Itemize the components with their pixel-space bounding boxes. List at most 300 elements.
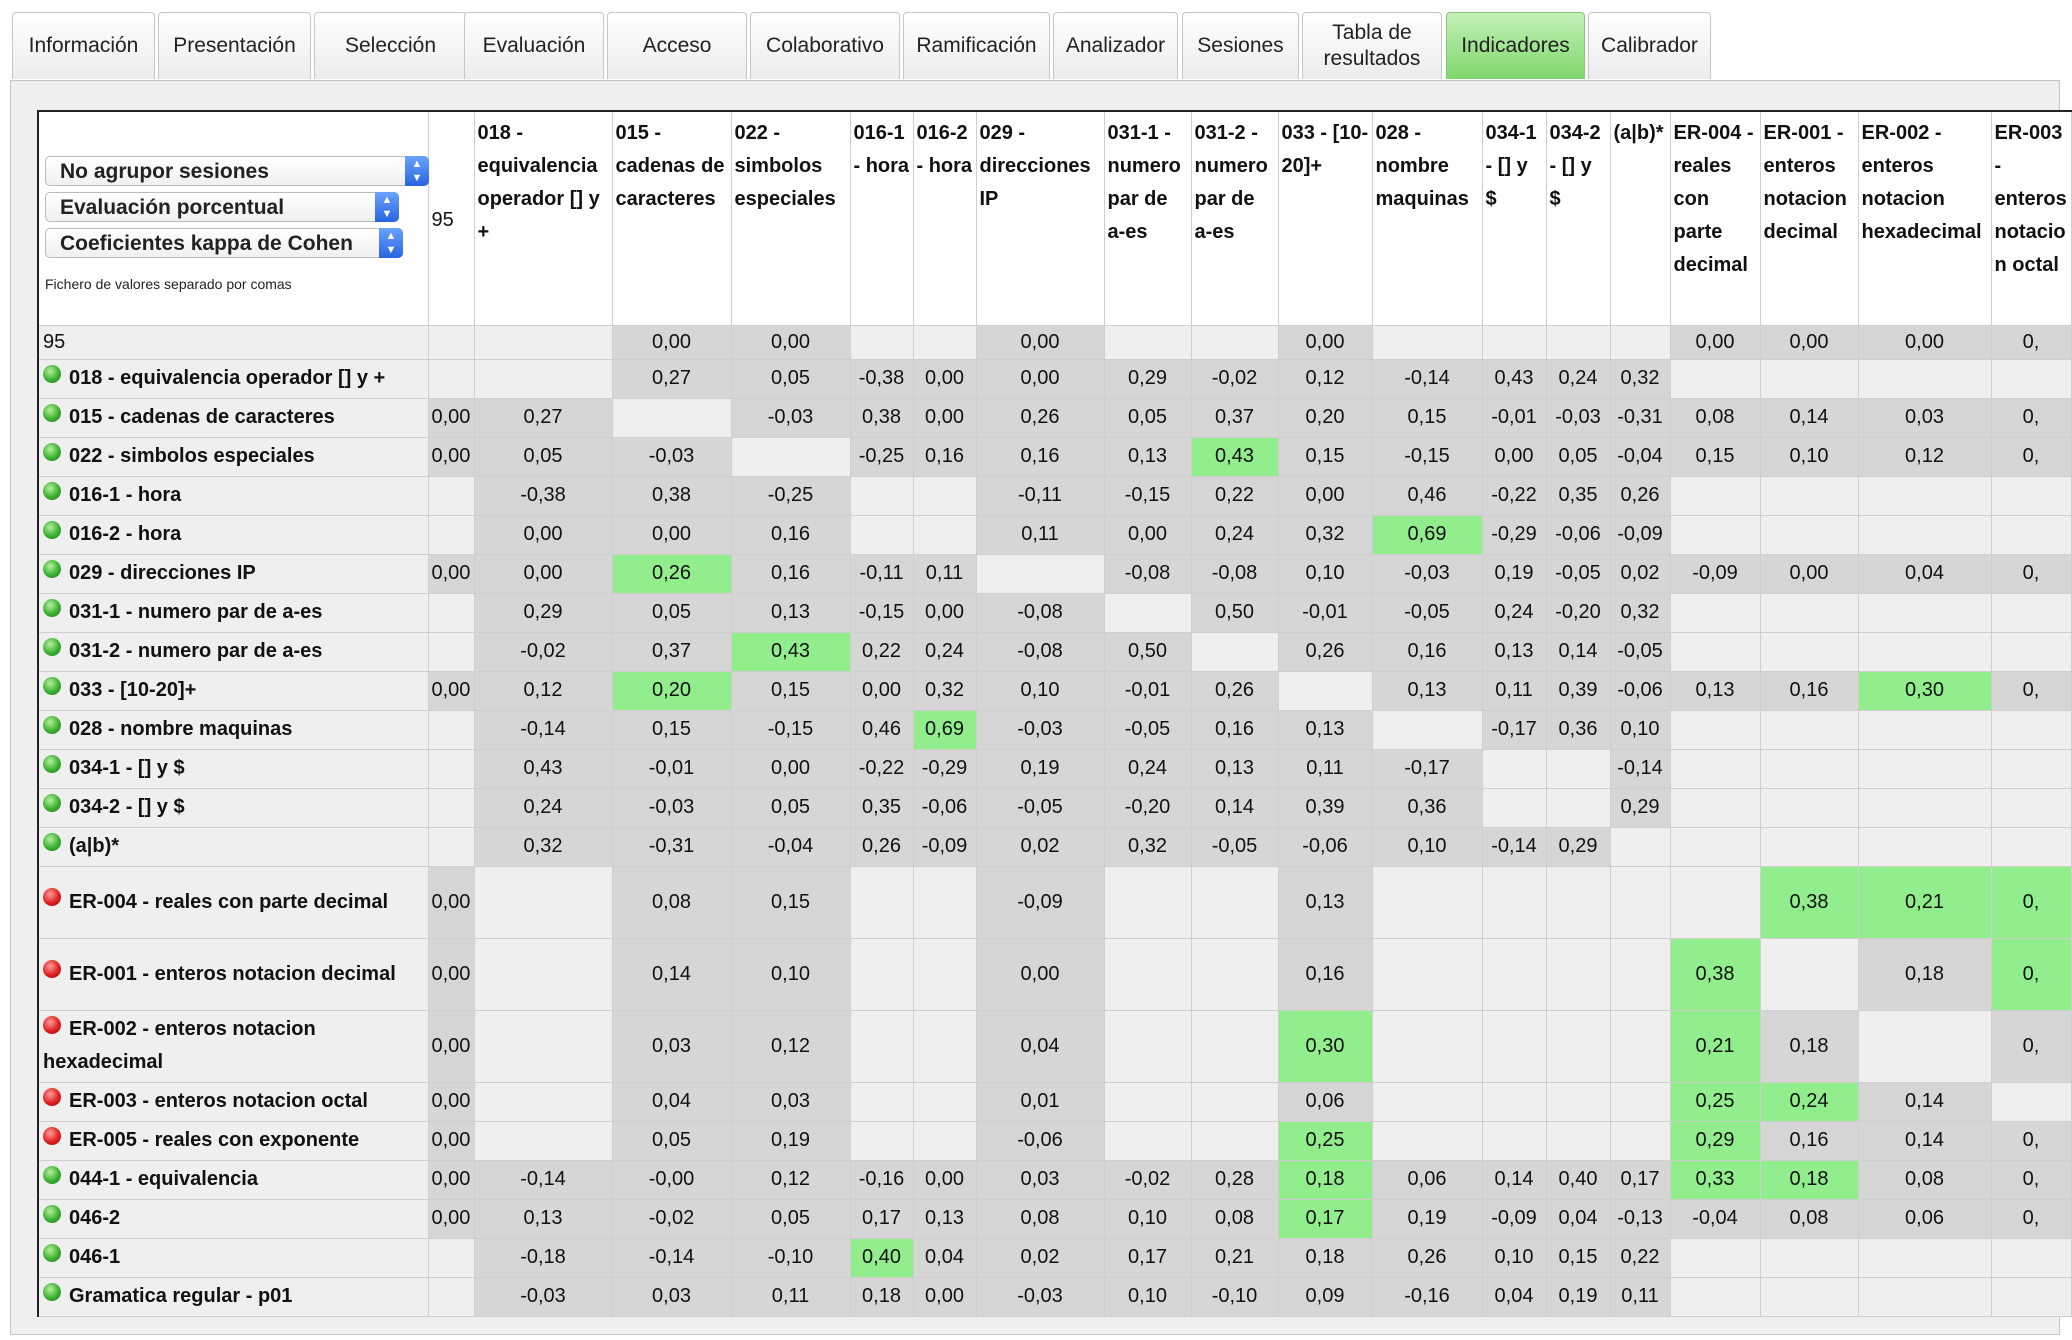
coefficient-select[interactable] [45, 228, 403, 258]
matrix-cell [1104, 325, 1191, 359]
row-label: 029 - direcciones IP [69, 562, 256, 584]
column-header[interactable] [474, 111, 612, 325]
table-row [38, 788, 2071, 827]
matrix-cell [474, 866, 612, 938]
matrix-cell: 0,16 [1278, 938, 1372, 1010]
matrix-cell: 0,14 [1858, 1082, 1991, 1121]
matrix-cell: 0,04 [976, 1010, 1104, 1082]
matrix-cell [1670, 632, 1760, 671]
matrix-cell: -0,05 [1104, 710, 1191, 749]
matrix-cell: 0,16 [731, 554, 850, 593]
cell-95 [428, 515, 474, 554]
matrix-cell: 0,10 [731, 938, 850, 1010]
green-status-icon [43, 677, 61, 695]
row-label-cell[interactable] [38, 437, 428, 476]
cell-95 [428, 632, 474, 671]
row-label: 046-1 [69, 1246, 121, 1268]
row-label-cell[interactable] [38, 1160, 428, 1199]
matrix-cell: 0, [1991, 325, 2071, 359]
cell-95: 0,00 [428, 1082, 474, 1121]
matrix-cell: -0,03 [976, 1277, 1104, 1316]
matrix-cell: 0,29 [1546, 827, 1610, 866]
matrix-cell: 0,00 [474, 554, 612, 593]
row-label: ER-004 - reales con parte decimal [69, 890, 389, 913]
matrix-cell: 0,11 [731, 1277, 850, 1316]
matrix-cell [474, 359, 612, 398]
matrix-cell [474, 938, 612, 1010]
matrix-cell [1610, 866, 1670, 938]
tab-indicadores[interactable] [1446, 12, 1585, 79]
matrix-cell: 0,13 [731, 593, 850, 632]
row-label: ER-001 - enteros notacion decimal [69, 962, 396, 985]
matrix-cell: 0,04 [1858, 554, 1991, 593]
green-status-icon [43, 794, 61, 812]
row-label-cell[interactable] [38, 1010, 428, 1082]
matrix-cell [1546, 749, 1610, 788]
tab-calibrador[interactable] [1588, 12, 1711, 79]
matrix-cell: 0,15 [1278, 437, 1372, 476]
matrix-cell: 0, [1991, 437, 2071, 476]
matrix-cell [1670, 593, 1760, 632]
column-header-label: 033 - [10-20]+ [1281, 122, 1369, 177]
matrix-cell: 0,32 [1278, 515, 1372, 554]
matrix-cell: 0,46 [1372, 476, 1482, 515]
column-header-95: 95 [428, 111, 474, 325]
matrix-cell: -0,04 [731, 827, 850, 866]
matrix-cell: 0,14 [1760, 398, 1858, 437]
kappa-matrix-viewport[interactable] [37, 110, 2067, 1307]
matrix-cell: 0,32 [1610, 593, 1670, 632]
matrix-cell: -0,02 [474, 632, 612, 671]
matrix-cell [1191, 325, 1278, 359]
tab-selección[interactable] [314, 12, 467, 79]
matrix-cell: 0,43 [474, 749, 612, 788]
matrix-cell: 0,25 [1278, 1121, 1372, 1160]
tab-información[interactable] [12, 12, 155, 79]
row-label-cell[interactable] [38, 749, 428, 788]
matrix-cell: -0,14 [612, 1238, 731, 1277]
green-status-icon [43, 833, 61, 851]
matrix-cell [850, 515, 913, 554]
matrix-cell: 0, [1991, 1010, 2071, 1082]
row-label-cell[interactable] [38, 1121, 428, 1160]
group-sessions-select[interactable] [45, 156, 429, 186]
column-header-label: 029 - direcciones IP [979, 122, 1091, 210]
matrix-cell: 0,17 [1278, 1199, 1372, 1238]
tab-evaluación[interactable] [464, 12, 604, 79]
row-label: ER-003 - enteros notacion octal [69, 1090, 368, 1112]
red-status-icon [43, 1016, 61, 1034]
matrix-cell: 0,13 [913, 1199, 976, 1238]
row-label: 034-1 - [] y $ [69, 757, 185, 779]
matrix-cell [1482, 1082, 1546, 1121]
green-status-icon [43, 1244, 61, 1262]
matrix-cell: 0,24 [1104, 749, 1191, 788]
matrix-cell: 0,10 [1372, 827, 1482, 866]
matrix-cell: -0,14 [1610, 749, 1670, 788]
matrix-cell [1191, 1121, 1278, 1160]
matrix-cell: 0,39 [1278, 788, 1372, 827]
row-label-cell[interactable] [38, 476, 428, 515]
matrix-cell [1991, 632, 2071, 671]
matrix-cell: 0,11 [976, 515, 1104, 554]
matrix-cell: 0,00 [913, 359, 976, 398]
matrix-cell: -0,38 [850, 359, 913, 398]
table-row [38, 938, 2071, 1010]
row-label-cell[interactable] [38, 710, 428, 749]
matrix-cell: 0,32 [913, 671, 976, 710]
row-label-cell[interactable] [38, 515, 428, 554]
matrix-cell: 0,13 [474, 1199, 612, 1238]
column-header[interactable] [1610, 111, 1670, 325]
cell-95 [428, 1238, 474, 1277]
matrix-cell [1104, 938, 1191, 1010]
tab-label: Evaluación [482, 34, 586, 57]
matrix-cell: 0,04 [1546, 1199, 1610, 1238]
tab-analizador[interactable] [1053, 12, 1178, 79]
tab-label: Presentación [173, 34, 296, 57]
table-row [38, 671, 2071, 710]
matrix-cell: 0,05 [1104, 398, 1191, 437]
matrix-cell: 0,16 [1191, 710, 1278, 749]
matrix-cell: 0,15 [731, 671, 850, 710]
matrix-cell: 0,03 [731, 1082, 850, 1121]
tab-tabla-de-resultados[interactable] [1302, 12, 1442, 79]
column-header[interactable] [850, 111, 913, 325]
matrix-cell [913, 1010, 976, 1082]
matrix-cell: 0,39 [1546, 671, 1610, 710]
cell-95 [428, 788, 474, 827]
row-label: 046-2 [69, 1207, 121, 1229]
matrix-cell: -0,03 [1546, 398, 1610, 437]
matrix-cell: 0,19 [1372, 1199, 1482, 1238]
matrix-cell: -0,05 [1610, 632, 1670, 671]
matrix-cell: 0,13 [1104, 437, 1191, 476]
matrix-cell: 0,16 [976, 437, 1104, 476]
matrix-cell [1760, 593, 1858, 632]
column-header[interactable] [731, 111, 850, 325]
matrix-cell: 0,10 [1278, 554, 1372, 593]
matrix-cell: 0,08 [1670, 398, 1760, 437]
red-status-icon [43, 960, 61, 978]
matrix-cell: 0, [1991, 554, 2071, 593]
matrix-cell: 0,03 [612, 1277, 731, 1316]
matrix-cell: -0,09 [1610, 515, 1670, 554]
table-row [38, 827, 2071, 866]
matrix-cell [1372, 325, 1482, 359]
matrix-cell [913, 325, 976, 359]
row-label: ER-005 - reales con exponente [69, 1129, 360, 1151]
row-label: 033 - [10-20]+ [69, 679, 197, 701]
cell-95: 0,00 [428, 1121, 474, 1160]
matrix-cell [1670, 866, 1760, 938]
row-label-cell[interactable] [38, 866, 428, 938]
matrix-cell: 0,24 [1191, 515, 1278, 554]
matrix-cell: -0,20 [1546, 593, 1610, 632]
matrix-cell: 0,19 [976, 749, 1104, 788]
matrix-cell: -0,06 [1546, 515, 1610, 554]
matrix-cell: 0,12 [1858, 437, 1991, 476]
tab-label: Colaborativo [766, 34, 884, 57]
column-header-label: 015 - cadenas de caracteres [615, 122, 725, 210]
row-label: 016-1 - hora [69, 484, 182, 506]
tab-sesiones[interactable] [1182, 12, 1299, 79]
matrix-cell: 0,32 [1610, 359, 1670, 398]
row-label-cell[interactable] [38, 1199, 428, 1238]
matrix-cell: -0,02 [1104, 1160, 1191, 1199]
cell-95: 0,00 [428, 1010, 474, 1082]
column-header-label: 031-1 - numero par de a-es [1107, 122, 1181, 243]
evaluation-select-value: Evaluación porcentual [60, 196, 285, 219]
matrix-cell: 0,05 [474, 437, 612, 476]
matrix-cell: 0,37 [612, 632, 731, 671]
row-label-cell[interactable] [38, 632, 428, 671]
column-header-label: ER-002 - enteros notacion hexadecimal [1861, 122, 1982, 243]
matrix-cell [850, 1082, 913, 1121]
matrix-cell: 0,18 [1760, 1160, 1858, 1199]
row-label-cell[interactable] [38, 359, 428, 398]
matrix-cell: -0,17 [1372, 749, 1482, 788]
matrix-cell: 0,30 [1278, 1010, 1372, 1082]
kappa-matrix-table [37, 110, 2072, 1317]
matrix-cell [1760, 1238, 1858, 1277]
matrix-cell [1546, 788, 1610, 827]
cell-95: 0,00 [428, 554, 474, 593]
chevron-updown-icon: ▲ ▼ [379, 228, 403, 258]
matrix-cell: 0,36 [1372, 788, 1482, 827]
cell-95 [428, 827, 474, 866]
matrix-cell: 0,05 [731, 1199, 850, 1238]
matrix-cell [1546, 1010, 1610, 1082]
row-label: 018 - equivalencia operador [] y + [69, 367, 386, 389]
matrix-cell: 0,02 [976, 827, 1104, 866]
green-status-icon [43, 716, 61, 734]
matrix-cell: 0, [1991, 398, 2071, 437]
tab-colaborativo[interactable] [750, 12, 900, 79]
matrix-cell: 0,00 [1760, 325, 1858, 359]
matrix-cell: 0, [1991, 1121, 2071, 1160]
matrix-cell: -0,03 [976, 710, 1104, 749]
matrix-cell [1760, 827, 1858, 866]
matrix-cell [1372, 710, 1482, 749]
column-header[interactable] [1104, 111, 1191, 325]
matrix-cell: -0,11 [976, 476, 1104, 515]
matrix-cell: 0,10 [1760, 437, 1858, 476]
row-label-cell[interactable] [38, 1277, 428, 1316]
column-header[interactable] [1191, 111, 1278, 325]
matrix-cell: 0,32 [474, 827, 612, 866]
tab-label: Ramificación [916, 34, 1037, 57]
green-status-icon [43, 404, 61, 422]
matrix-cell: 0,27 [612, 359, 731, 398]
matrix-cell [850, 1010, 913, 1082]
row-label-cell[interactable] [38, 671, 428, 710]
row-label: ER-002 - enteros notacion hexadecimal [43, 1018, 316, 1073]
matrix-cell: 0,26 [1610, 476, 1670, 515]
matrix-cell: 0,10 [1104, 1277, 1191, 1316]
column-header[interactable] [1372, 111, 1482, 325]
matrix-cell: 0,38 [612, 476, 731, 515]
matrix-cell: 0,24 [1482, 593, 1546, 632]
matrix-cell: 0,16 [731, 515, 850, 554]
matrix-cell: 0,08 [1858, 1160, 1991, 1199]
row-label-cell[interactable] [38, 554, 428, 593]
green-status-icon [43, 1166, 61, 1184]
matrix-cell: -0,03 [1372, 554, 1482, 593]
matrix-cell [1858, 749, 1991, 788]
tab-label: Calibrador [1601, 34, 1698, 57]
column-header[interactable] [1991, 111, 2071, 325]
matrix-cell: -0,14 [1482, 827, 1546, 866]
row-label-cell[interactable] [38, 788, 428, 827]
matrix-cell: 0,28 [1191, 1160, 1278, 1199]
matrix-cell: 0,13 [1482, 632, 1546, 671]
matrix-cell [1104, 1082, 1191, 1121]
matrix-cell: -0,03 [731, 398, 850, 437]
matrix-cell: -0,05 [976, 788, 1104, 827]
matrix-cell: 0,12 [1278, 359, 1372, 398]
matrix-cell [1760, 710, 1858, 749]
column-header[interactable] [1278, 111, 1372, 325]
table-row [38, 554, 2071, 593]
column-header-label: ER-003 - enteros notacion octal [1994, 122, 2067, 276]
matrix-cell [1991, 710, 2071, 749]
matrix-cell: 0,08 [1191, 1199, 1278, 1238]
matrix-cell: -0,05 [1372, 593, 1482, 632]
column-header[interactable] [976, 111, 1104, 325]
matrix-cell: 0,13 [1278, 866, 1372, 938]
matrix-cell: 0,15 [731, 866, 850, 938]
matrix-cell [1858, 1277, 1991, 1316]
matrix-cell [850, 325, 913, 359]
matrix-cell: -0,01 [1278, 593, 1372, 632]
matrix-cell [1670, 1238, 1760, 1277]
matrix-corner [38, 111, 428, 325]
matrix-cell: 0,00 [1104, 515, 1191, 554]
matrix-cell: 0,21 [1670, 1010, 1760, 1082]
cell-95 [428, 476, 474, 515]
matrix-cell: -0,15 [1372, 437, 1482, 476]
matrix-cell [1760, 359, 1858, 398]
matrix-cell: -0,14 [474, 1160, 612, 1199]
matrix-cell [1858, 788, 1991, 827]
matrix-cell: 0,22 [850, 632, 913, 671]
tab-presentación[interactable] [158, 12, 311, 79]
matrix-cell: 0, [1991, 1160, 2071, 1199]
matrix-cell [913, 476, 976, 515]
matrix-cell: 0,00 [913, 1160, 976, 1199]
column-header-label: 034-1 - [] y $ [1485, 122, 1537, 210]
matrix-cell: -0,06 [1610, 671, 1670, 710]
tab-acceso[interactable] [607, 12, 747, 79]
cell-95: 0,00 [428, 1199, 474, 1238]
matrix-cell: 0,12 [731, 1010, 850, 1082]
matrix-cell [1991, 359, 2071, 398]
matrix-cell [1991, 1277, 2071, 1316]
matrix-cell: 0,02 [1610, 554, 1670, 593]
column-header[interactable] [612, 111, 731, 325]
matrix-cell: -0,11 [850, 554, 913, 593]
green-status-icon [43, 560, 61, 578]
matrix-cell: 0, [1991, 938, 2071, 1010]
csv-download-link[interactable]: Fichero de valores separado por comas [45, 276, 292, 292]
matrix-cell [1104, 1010, 1191, 1082]
column-header-label: 016-1 - hora [853, 122, 910, 177]
column-header[interactable] [1760, 111, 1858, 325]
chevron-updown-icon: ▲ ▼ [375, 192, 399, 222]
column-header[interactable] [1482, 111, 1546, 325]
column-header-label: 031-2 - numero par de a-es [1194, 122, 1268, 243]
matrix-cell: 0,16 [1760, 1121, 1858, 1160]
matrix-cell: 0,11 [1482, 671, 1546, 710]
matrix-cell [1104, 1121, 1191, 1160]
matrix-cell: 0,05 [731, 359, 850, 398]
matrix-cell [1670, 788, 1760, 827]
matrix-cell: 0,00 [1278, 476, 1372, 515]
matrix-cell: -0,02 [1191, 359, 1278, 398]
matrix-cell: -0,09 [913, 827, 976, 866]
matrix-cell [1858, 632, 1991, 671]
matrix-cell: -0,14 [1372, 359, 1482, 398]
matrix-cell: -0,04 [1610, 437, 1670, 476]
matrix-cell: 0,26 [612, 554, 731, 593]
matrix-cell: 0,14 [1546, 632, 1610, 671]
matrix-cell: -0,06 [1278, 827, 1372, 866]
row-label-cell[interactable] [38, 827, 428, 866]
cell-95: 0,00 [428, 866, 474, 938]
red-status-icon [43, 1127, 61, 1145]
tab-ramificación[interactable] [903, 12, 1050, 79]
matrix-cell [1670, 710, 1760, 749]
matrix-cell: 0,29 [1610, 788, 1670, 827]
column-header[interactable] [1546, 111, 1610, 325]
matrix-cell: -0,01 [1482, 398, 1546, 437]
matrix-cell: 0,05 [612, 1121, 731, 1160]
matrix-cell [1610, 1082, 1670, 1121]
matrix-cell: -0,17 [1482, 710, 1546, 749]
matrix-cell: 0,05 [612, 593, 731, 632]
matrix-cell: 0,19 [731, 1121, 850, 1160]
green-status-icon [43, 599, 61, 617]
column-header[interactable] [1670, 111, 1760, 325]
matrix-cell: 0,00 [1278, 325, 1372, 359]
matrix-cell: 0,40 [1546, 1160, 1610, 1199]
matrix-cell [1482, 749, 1546, 788]
matrix-cell: -0,03 [474, 1277, 612, 1316]
row-label-cell[interactable] [38, 1238, 428, 1277]
matrix-cell: 0,26 [850, 827, 913, 866]
row-label-cell[interactable] [38, 593, 428, 632]
row-label: (a|b)* [69, 835, 120, 857]
matrix-cell: 0,50 [1191, 593, 1278, 632]
row-label-cell[interactable] [38, 938, 428, 1010]
matrix-cell: 0,11 [1610, 1277, 1670, 1316]
row-label-cell[interactable] [38, 398, 428, 437]
tab-label: Analizador [1065, 34, 1166, 57]
matrix-cell [1482, 938, 1546, 1010]
column-header[interactable] [913, 111, 976, 325]
matrix-cell [1104, 593, 1191, 632]
matrix-cell: 0,11 [913, 554, 976, 593]
row-label-cell[interactable] [38, 1082, 428, 1121]
column-header[interactable] [1858, 111, 1991, 325]
matrix-cell: -0,04 [1670, 1199, 1760, 1238]
matrix-cell: 0,08 [612, 866, 731, 938]
matrix-cell: 0,03 [612, 1010, 731, 1082]
evaluation-select[interactable] [45, 192, 399, 222]
matrix-cell: 0,05 [731, 788, 850, 827]
row-label: 015 - cadenas de caracteres [69, 406, 335, 428]
